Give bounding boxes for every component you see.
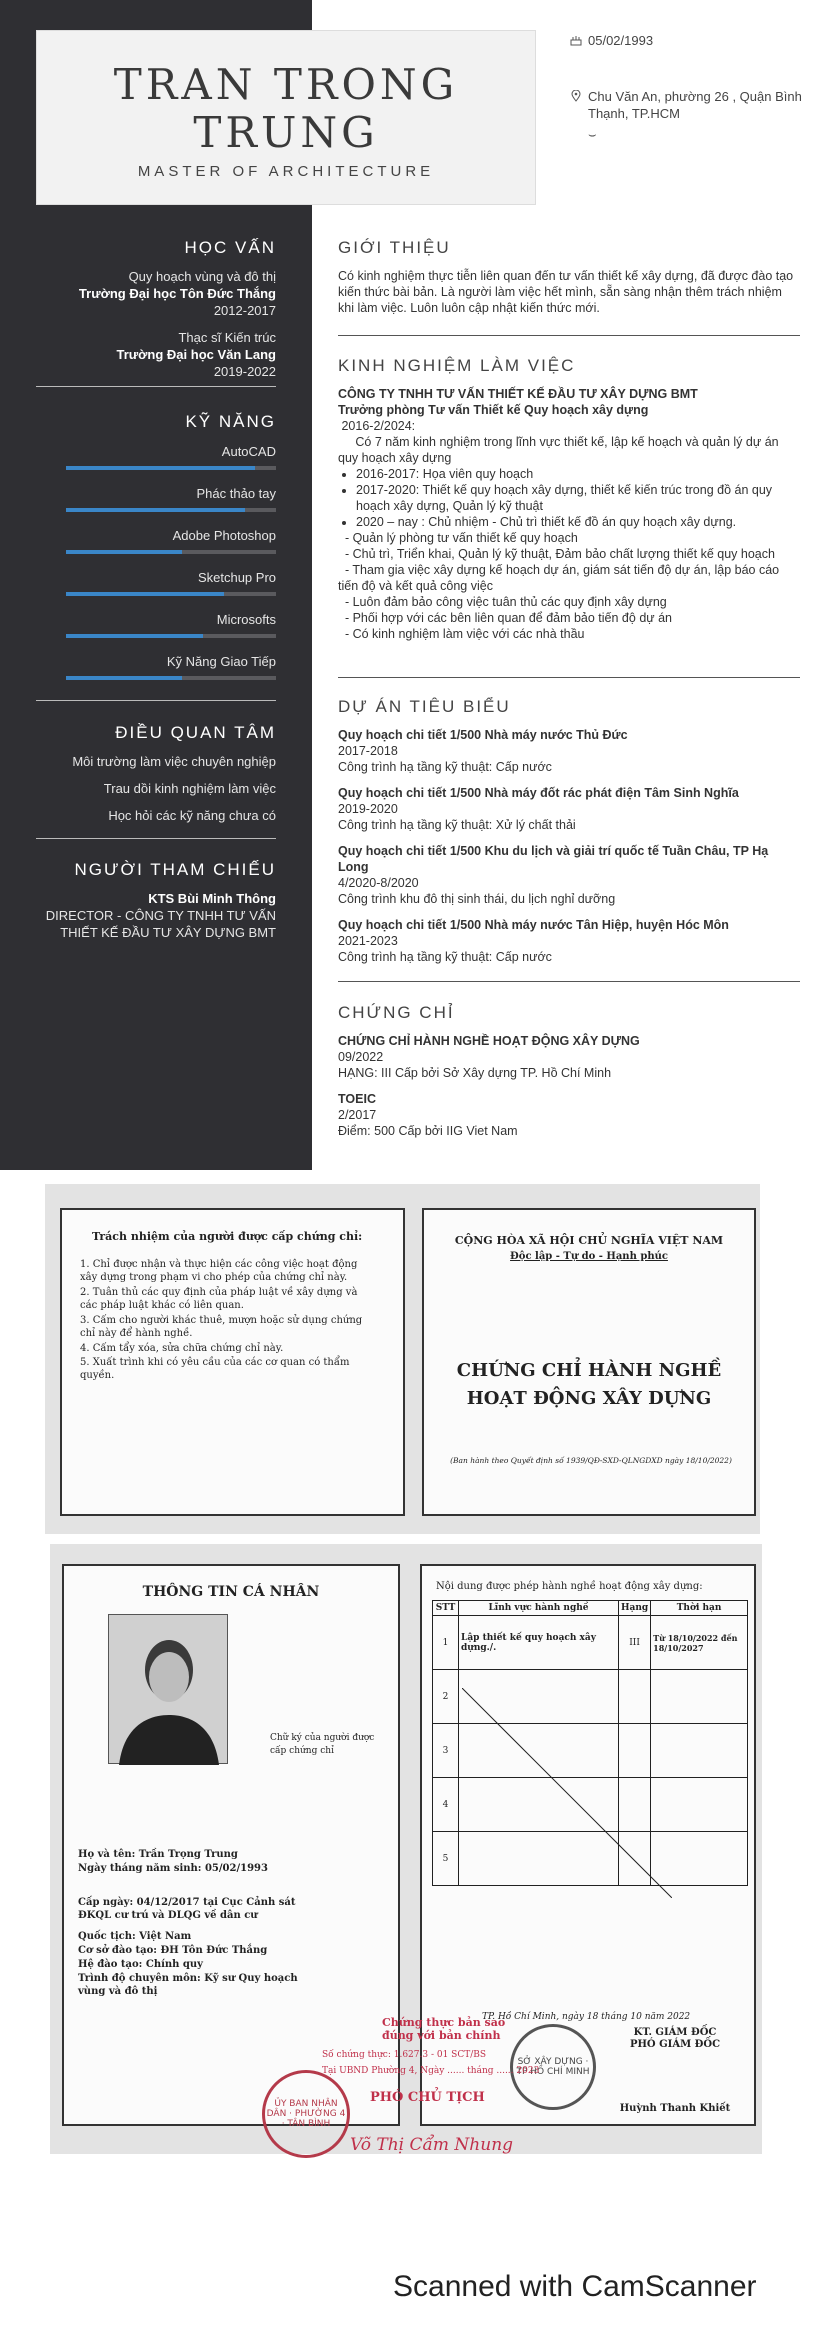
skill-bar xyxy=(66,634,276,638)
project-years: 2019-2020 xyxy=(338,802,398,816)
responsibility-item: 3. Cấm cho người khác thuê, mượn hoặc sử dụng chứng chỉ này để hành nghề. xyxy=(80,1315,363,1339)
nation-motto: Độc lập - Tự do - Hạnh phúc xyxy=(510,1251,668,1262)
job-period: 2016-2/2024: xyxy=(338,419,416,433)
cover-title: CHỨNG CHỈ HÀNH NGHỀ xyxy=(456,1360,722,1381)
skill-item xyxy=(66,568,276,610)
permission-title: Nội dung được phép hành nghề hoạt động xây dựng: xyxy=(436,1581,703,1592)
skill-bar xyxy=(66,466,276,470)
experience-heading: KINH NGHIỆM LÀM VIỆC xyxy=(338,356,576,375)
project-title: Quy hoạch chi tiết 1/500 Nhà máy đốt rác phát điện Tâm Sinh Nghĩa xyxy=(338,786,739,800)
project-desc: Công trình hạ tầng kỹ thuật: Cấp nước xyxy=(338,760,552,774)
decision-note: (Ban hành theo Quyết định số 1939/QĐ-SXD-QLNGDXD ngày 18/10/2022) xyxy=(450,1456,732,1465)
divider xyxy=(338,677,800,678)
certificates-section xyxy=(338,1003,800,1139)
education-heading: HỌC VẤN xyxy=(184,238,276,257)
skill-bar-fill xyxy=(66,634,203,638)
project-desc: Công trình hạ tầng kỹ thuật: Xử lý chất thải xyxy=(338,818,576,832)
education-section xyxy=(36,238,276,380)
job-title: MASTER OF ARCHITECTURE xyxy=(137,163,435,180)
copy-certification-note: Chứng thực bản sao đúng với bản chính xyxy=(382,2016,506,2042)
info-field: Ngày tháng năm sinh: 05/02/1993 xyxy=(78,1863,268,1874)
full-name-line2: TRUNG xyxy=(193,108,379,157)
name-header xyxy=(36,30,536,205)
official-seal-left xyxy=(262,2070,350,2158)
info-field: Họ và tên: Trần Trọng Trung xyxy=(78,1849,238,1860)
address-value: Chu Văn An, phường 26 , Quận Bình Thạnh, TP.HCM xyxy=(588,89,802,121)
scanned-page xyxy=(0,1170,827,2340)
contact-extra: ⌣ xyxy=(588,127,597,142)
project-item xyxy=(338,785,800,833)
job-bullets xyxy=(338,466,800,530)
skill-bar xyxy=(66,592,276,596)
job-detail: - Luôn đảm bảo công việc tuân thủ các quy định xây dựng xyxy=(338,595,667,609)
portrait-photo xyxy=(108,1614,228,1764)
edu-years: 2012-2017 xyxy=(213,303,276,318)
table-cell: Từ 18/10/2022 đến 18/10/2027 xyxy=(651,1616,748,1670)
skills-list xyxy=(36,442,276,694)
project-desc: Công trình khu đô thị sinh thái, du lịch nghỉ dưỡng xyxy=(338,892,616,906)
skill-label: Adobe Photoshop xyxy=(172,528,276,543)
table-row xyxy=(433,1616,748,1670)
interest-item: Trau dồi kinh nghiệm làm việc xyxy=(103,781,276,796)
edu-years: 2019-2022 xyxy=(213,364,276,379)
divider xyxy=(338,335,800,336)
skill-bar-fill xyxy=(66,676,182,680)
info-field: Cấp ngày: 04/12/2017 tại Cục Cảnh sát ĐKQL cư trú và DLQG về dân cư xyxy=(78,1897,296,1921)
skills-heading: KỸ NĂNG xyxy=(185,412,276,431)
responsibility-item: 4. Cấm tẩy xóa, sửa chữa chứng chỉ này. xyxy=(80,1343,284,1354)
certificate-item xyxy=(338,1091,800,1139)
table-cell: III xyxy=(619,1616,651,1670)
red-signer-name: Võ Thị Cẩm Nhung xyxy=(350,2135,514,2155)
column-header: Hạng xyxy=(619,1601,651,1616)
table-header-row xyxy=(433,1601,748,1616)
project-title: Quy hoạch chi tiết 1/500 Nhà máy nước Tân Hiệp, huyện Hóc Môn xyxy=(338,918,729,932)
skill-label: Sketchup Pro xyxy=(197,570,276,585)
person-icon xyxy=(109,1615,229,1765)
signer-name: Huỳnh Thanh Khiết xyxy=(619,2103,731,2114)
skill-bar-fill xyxy=(66,508,245,512)
certificate-title: CHỨNG CHỈ HÀNH NGHỀ HOẠT ĐỘNG XÂY DỰNG xyxy=(338,1034,640,1048)
table-cell: 4 xyxy=(433,1778,459,1832)
seal-text: SỞ XÂY DỰNG · TP HỒ CHÍ MINH xyxy=(516,2057,590,2077)
skill-item xyxy=(66,484,276,526)
interests-section xyxy=(36,723,276,824)
responsibilities-card xyxy=(60,1208,405,1516)
signer-position: KT. GIÁM ĐỐC xyxy=(633,2027,717,2038)
camscanner-watermark: Scanned with CamScanner xyxy=(393,2270,757,2303)
column-header: STT xyxy=(433,1601,459,1616)
intro-heading: GIỚI THIỆU xyxy=(338,238,451,257)
certificate-cover-card xyxy=(422,1208,756,1516)
interest-item: Môi trường làm việc chuyên nghiệp xyxy=(72,754,276,769)
birthday xyxy=(588,32,653,49)
list-item: • 2020 – nay : Chủ nhiệm - Chủ trì thiết kế đồ án quy hoạch xây dựng. xyxy=(356,514,800,530)
edu-school: Trường Đại học Tôn Đức Thắng xyxy=(78,286,276,301)
strike-diagonal xyxy=(462,1688,672,1898)
reference-line: DIRECTOR - CÔNG TY TNHH TƯ VẤN xyxy=(45,908,276,923)
job-detail: - Chủ trì, Triển khai, Quản lý kỹ thuật, Đảm bảo chất lượng thiết kế quy hoạch xyxy=(338,547,775,561)
skill-label: Phác thảo tay xyxy=(196,486,276,501)
project-item xyxy=(338,843,800,907)
skill-item xyxy=(66,610,276,652)
copy-place: Tại UBND Phường 4, Ngày ...... tháng ...... 2023 xyxy=(322,2066,540,2076)
info-field: Trình độ chuyên môn: Kỹ sư Quy hoạch vùng và đô thị xyxy=(78,1973,298,1997)
project-item xyxy=(338,727,800,775)
job-detail: - Quản lý phòng tư vấn thiết kế quy hoạch xyxy=(338,531,578,545)
seal-text: ỦY BAN NHÂN DÂN · PHƯỜNG 4 · TÂN BÌNH xyxy=(266,2099,346,2129)
table-cell: 5 xyxy=(433,1832,459,1886)
project-title: Quy hoạch chi tiết 1/500 Nhà máy nước Thủ Đức xyxy=(338,728,628,742)
skill-bar xyxy=(66,550,276,554)
skills-section xyxy=(36,412,276,694)
personal-info-card xyxy=(62,1564,400,2126)
cover-title: HOẠT ĐỘNG XÂY DỰNG xyxy=(466,1388,712,1409)
project-item xyxy=(338,917,800,965)
list-item: • 2017-2020: Thiết kế quy hoạch xây dựng, thiết kế kiến trúc trong đồ án quy hoạch xây dựng, Quản lý kỹ thuật xyxy=(356,482,800,514)
interests-heading: ĐIỀU QUAN TÂM xyxy=(115,723,276,742)
divider xyxy=(36,838,276,839)
reference-heading: NGƯỜI THAM CHIẾU xyxy=(74,860,276,879)
signature-note: Chữ ký của người được cấp chứng chỉ xyxy=(270,1733,375,1756)
copy-number: Số chứng thực: 1.627.3 - 01 SCT/BS xyxy=(322,2050,487,2060)
responsibility-item: 5. Xuất trình khi có yêu cầu của các cơ quan có thẩm quyền. xyxy=(80,1357,350,1381)
skill-bar-fill xyxy=(66,466,255,470)
edu-major: Quy hoạch vùng và đô thị xyxy=(128,269,276,284)
signer-position: PHÓ GIÁM ĐỐC xyxy=(629,2039,721,2050)
intro-text: Có kinh nghiệm thực tiễn liên quan đến tư vấn thiết kế xây dựng, đã được đào tạo kiến thức bài bản. Là người làm việc hết mình, sẵn sàng nhận thêm trách nhiệm khi làm việc. Luôn luôn cập nhật kiến thức mới. xyxy=(338,269,794,315)
intro-section xyxy=(338,238,800,316)
responsibility-item: 2. Tuân thủ các quy định của pháp luật về xây dựng và các pháp luật khác có liên quan. xyxy=(80,1287,358,1311)
skill-item xyxy=(66,652,276,694)
job-detail: - Tham gia việc xây dựng kế hoạch dự án, giám sát tiến độ dự án, lập báo cáo tiến độ và kết quả công việc xyxy=(338,563,783,593)
project-desc: Công trình hạ tầng kỹ thuật: Cấp nước xyxy=(338,950,552,964)
location-pin-icon xyxy=(570,90,582,102)
skill-item xyxy=(66,442,276,484)
certificate-date: 2/2017 xyxy=(338,1108,377,1122)
company-name: CÔNG TY TNHH TƯ VẤN THIẾT KẾ ĐẦU TƯ XÂY DỰNG BMT xyxy=(338,387,698,401)
skill-bar-fill xyxy=(66,592,224,596)
address xyxy=(588,88,803,122)
certificate-date: 09/2022 xyxy=(338,1050,384,1064)
project-title: Quy hoạch chi tiết 1/500 Khu du lịch và giải trí quốc tế Tuần Châu, TP Hạ Long xyxy=(338,844,769,874)
job-role: Trưởng phòng Tư vấn Thiết kế Quy hoạch xây dựng xyxy=(338,403,649,417)
personal-info-title: THÔNG TIN CÁ NHÂN xyxy=(142,1584,320,1600)
project-years: 2017-2018 xyxy=(338,744,398,758)
job-detail: - Có kinh nghiệm làm việc với các nhà thầu xyxy=(338,627,585,641)
issue-date: TP. Hồ Chí Minh, ngày 18 tháng 10 năm 2022 xyxy=(482,2012,691,2022)
skill-label: AutoCAD xyxy=(221,444,276,459)
job-detail: - Phối hợp với các bên liên quan để đảm bảo tiến độ dự án xyxy=(338,611,673,625)
certificate-desc: Điểm: 500 Cấp bởi IIG Viet Nam xyxy=(338,1124,518,1138)
certificate-item xyxy=(338,1033,800,1081)
certificates-heading: CHỨNG CHỈ xyxy=(338,1003,455,1022)
education-item xyxy=(36,329,276,380)
column-header: Lĩnh vực hành nghề xyxy=(459,1601,619,1616)
job-summary: Có 7 năm kinh nghiệm trong lĩnh vực thiết kế, lập kế hoạch và quản lý dự án quy hoạch xây dựng xyxy=(338,435,783,465)
reference-name: KTS Bùi Minh Thông xyxy=(148,891,276,906)
responsibility-item: 1. Chỉ được nhận và thực hiện các công việc hoạt động xây dựng trong phạm vi cho phép của chứng chỉ này. xyxy=(80,1259,358,1283)
project-years: 4/2020-8/2020 xyxy=(338,876,419,890)
responsibilities-title: Trách nhiệm của người được cấp chứng chỉ: xyxy=(92,1230,363,1243)
skill-label: Microsofts xyxy=(216,612,276,627)
experience-section xyxy=(338,356,800,642)
skill-bar xyxy=(66,508,276,512)
table-cell: 2 xyxy=(433,1670,459,1724)
skill-item xyxy=(66,526,276,568)
list-item: • 2016-2017: Họa viên quy hoạch xyxy=(356,466,800,482)
table-cell: 1 xyxy=(433,1616,459,1670)
edu-major: Thạc sĩ Kiến trúc xyxy=(178,330,276,345)
info-field: Quốc tịch: Việt Nam xyxy=(78,1931,192,1942)
project-years: 2021-2023 xyxy=(338,934,398,948)
skill-bar-fill xyxy=(66,550,182,554)
divider xyxy=(36,700,276,701)
certificate-desc: HẠNG: III Cấp bởi Sở Xây dựng TP. Hồ Chí Minh xyxy=(338,1066,612,1080)
divider xyxy=(338,981,800,982)
edu-school: Trường Đại học Văn Lang xyxy=(116,347,276,362)
skill-label: Kỹ Năng Giao Tiếp xyxy=(166,654,276,669)
reference-line: THIẾT KẾ ĐẦU TƯ XÂY DỰNG BMT xyxy=(60,925,276,940)
interest-item: Học hỏi các kỹ năng chưa có xyxy=(108,808,276,823)
birthday-value: 05/02/1993 xyxy=(588,33,654,48)
education-item xyxy=(36,268,276,319)
column-header: Thời hạn xyxy=(651,1601,748,1616)
table-cell: 3 xyxy=(433,1724,459,1778)
cake-icon xyxy=(570,34,582,46)
nation-title: CỘNG HÒA XÃ HỘI CHỦ NGHĨA VIỆT NAM xyxy=(454,1234,724,1247)
table-cell: Lập thiết kế quy hoạch xây dựng./. xyxy=(459,1616,619,1670)
projects-heading: DỰ ÁN TIÊU BIỂU xyxy=(338,697,511,716)
skill-bar xyxy=(66,676,276,680)
info-field: Cơ sở đào tạo: ĐH Tôn Đức Thắng xyxy=(78,1945,268,1956)
certificate-title: TOEIC xyxy=(338,1092,376,1106)
divider xyxy=(36,386,276,387)
reference-section xyxy=(36,860,276,941)
projects-section xyxy=(338,697,800,965)
info-field: Hệ đào tạo: Chính quy xyxy=(78,1959,203,1970)
vice-chair-title: PHÓ CHỦ TỊCH xyxy=(370,2090,485,2105)
full-name-line1: TRAN TRONG xyxy=(113,60,459,109)
